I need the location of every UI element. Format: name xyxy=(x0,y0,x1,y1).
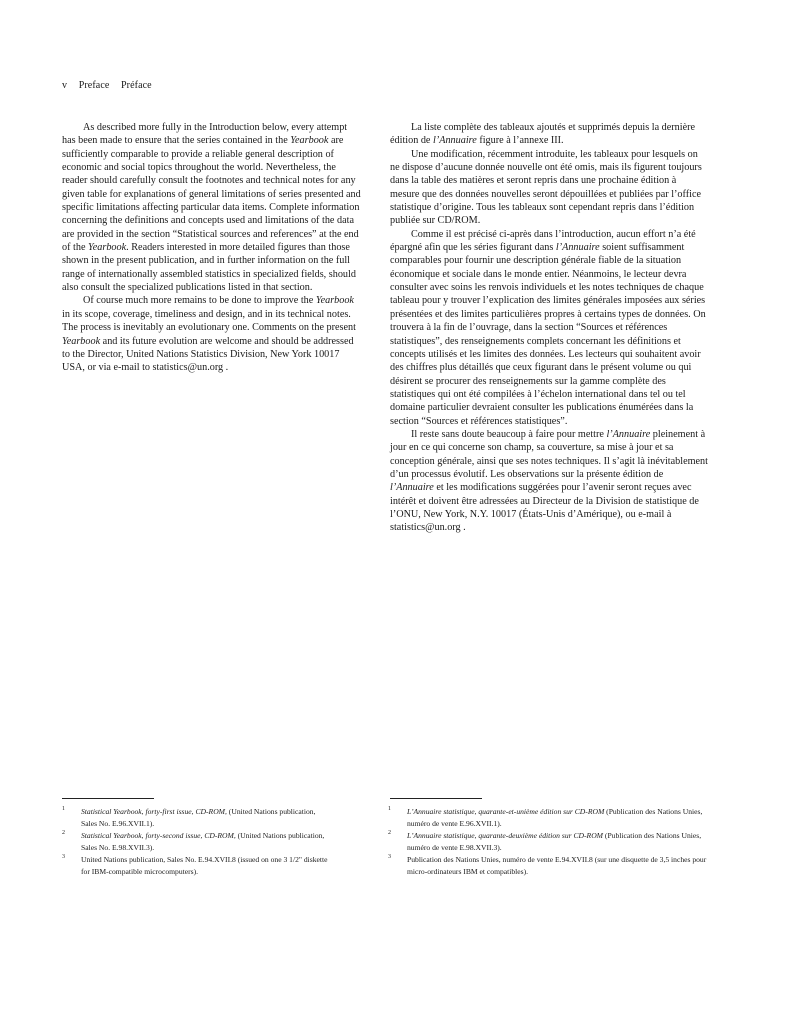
footnotes-english xyxy=(62,806,332,879)
french-paragraph-1: La liste complète des tableaux ajoutés et supprimés depuis la dernière édition de l’Annuaire figure à l’annexe III. xyxy=(390,122,696,147)
french-paragraph-2: Une modification, récemment introduite, les tableaux pour lesquels on ne dispose d’aucune donnée nouvelle ont été omis, mais ils figurent toujours dans la table des matières et seront repris dans une prochaine édition à mesure que des données nouvelles seront dépouillées et publiées par l’office statistique d’origine. Tous les tableaux sont cependant repris dans l’édition publiée sur CD/ROM. xyxy=(390,148,702,227)
footnote-en-3: 3 United Nations publication, Sales No. E.94.XVII.8 (issued on one 3 1/2" diskette for IBM-compatible microcomputers). xyxy=(62,854,328,876)
english-column xyxy=(62,121,362,375)
page-header xyxy=(62,80,161,91)
footnote-en-1: 1 Statistical Yearbook, forty-first issue, CD-ROM, (United Nations publication, Sales No. E.96.XVII.1). xyxy=(62,806,316,828)
footnote-fr-2: 2 L’Annuaire statistique, quarante-deuxième édition sur CD-ROM (Publication des Nations Unies, numéro de vente E.98.XVII.3). xyxy=(388,830,702,852)
french-column xyxy=(390,121,708,535)
footnotes-french xyxy=(388,806,718,879)
english-paragraph-1: As described more fully in the Introduction below, every attempt has been made to ensure that the series contained in the Yearbook are sufficiently comparable to provide a reliable general description of economic and social topics throughout the world. Nevertheless, the reader should carefully consult the footnotes and technical notes for any given table for explanations of general limitations of series presented and specific limitations affecting particular data items. Complete information concerning the definitions and concepts used and limitations of the data are provided in the section “Statistical sources and references” at the end of the Yearbook. Readers interested in more detailed figures than those shown in the present publication, and in further information on the full range of internationally assembled statistics in specialized fields, should also consult the specialized publications listed in that section. xyxy=(62,122,361,294)
footnote-divider-fr xyxy=(390,798,482,799)
header-title-fr: Préface xyxy=(121,80,152,91)
header-title-en: Preface xyxy=(78,80,110,91)
page-number: v xyxy=(62,80,68,91)
french-paragraph-4: Il reste sans doute beaucoup à faire pour mettre l’Annuaire pleinement à jour en ce qui concerne son champ, sa couverture, sa mise à jour et sa conception générale, ainsi que ses notes techniques. Il s’agit là inévitablement d’un processus évolutif. Les observations sur la présente édition de l’Annuaire et les modifications suggérées pour l’avenir seront reçues avec intérêt et doivent être adressées au Directeur de la Division de statistique de l’ONU, New York, N.Y. 10017 (États-Unis d’Amérique), ou e-mail à statistics@un.org . xyxy=(390,428,708,534)
footnote-divider-en xyxy=(62,798,154,799)
english-paragraph-2: Of course much more remains to be done to improve the Yearbook in its scope, coverage, timeliness and design, and in its technical notes. The process is inevitably an evolutionary one. Comments on the present Yearbook and its future evolution are welcome and should be addressed to the Director, United Nations Statistics Division, New York 10017 USA, or via e-mail to statistics@un.org . xyxy=(62,295,356,374)
footnote-en-2: 2 Statistical Yearbook, forty-second issue, CD-ROM, (United Nations publication, Sales No. E.98.XVII.3). xyxy=(62,830,325,852)
footnote-fr-3: 3 Publication des Nations Unies, numéro de vente E.94.XVII.8 (sur une disquette de 3,5 inches pour micro-ordinateurs IBM et compatibles). xyxy=(388,854,707,876)
french-paragraph-3: Comme il est précisé ci-après dans l’introduction, aucun effort n’a été épargné afin que les séries figurant dans l’Annuaire soient suffisamment comparables pour fournir une description générale fiable de la situation économique et sociale dans le monde entier. Néanmoins, le lecteur devra consulter avec soins les renvois individuels et les notes techniques de chaque tableau pour y trouver l’explication des limites générales imposées aux séries présentées et des limites particulières propres à certains types de données. On trouvera à la fin de l’ouvrage, dans la section “Sources et références statistiques”, des renseignements complets concernant les définitions et concepts utilisés et les limites des données. Les lecteurs qui souhaitent avoir des chiffres plus détaillés que ceux figurant dans le présent volume ou qui désirent se procurer des renseignements sur la gamme complète des statistiques qui ont été compilées à l’échelon international dans tel ou tel domaine particulier devraient consulter les publications énumérées dans la section “Sources et références statistiques”. xyxy=(390,228,706,427)
footnote-fr-1: 1 L’Annuaire statistique, quarante-et-unième édition sur CD-ROM (Publication des Nations Unies, numéro de vente E.96.XVII.1). xyxy=(388,806,703,828)
